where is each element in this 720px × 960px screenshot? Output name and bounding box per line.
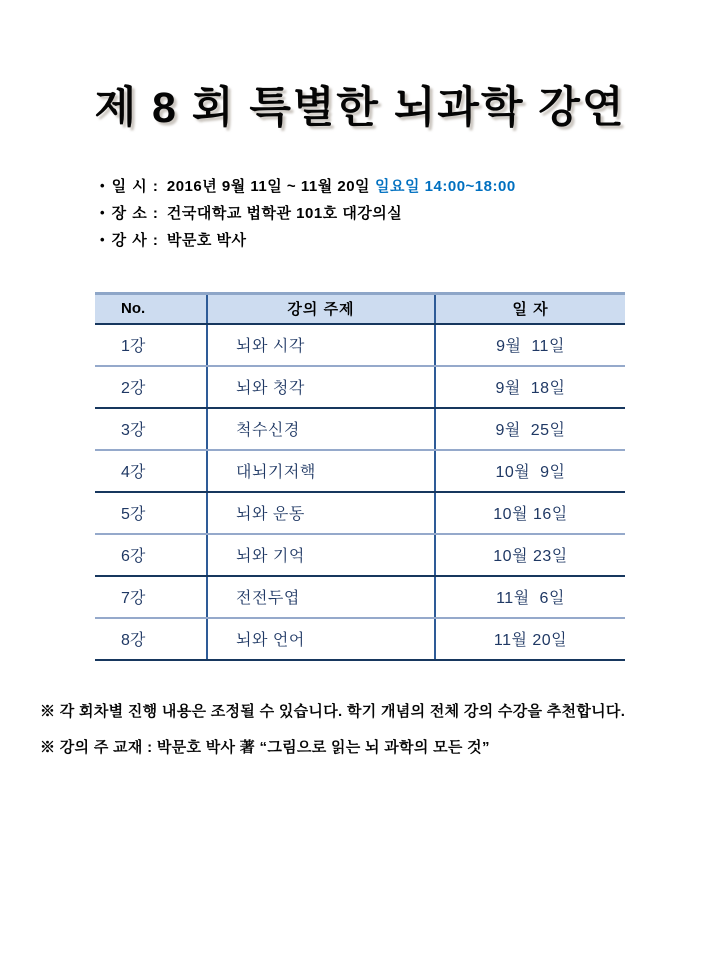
bullet-icon: •: [100, 205, 105, 220]
column-header-no: No.: [95, 294, 207, 324]
notes: [40, 702, 690, 774]
cell-date: 10월 16일: [435, 492, 625, 534]
cell-topic: 척수신경: [207, 408, 435, 450]
cell-date: 11월 6일: [435, 576, 625, 618]
table-row: [95, 492, 625, 534]
cell-topic: 대뇌기저핵: [207, 450, 435, 492]
table-row: [95, 450, 625, 492]
schedule-table: [95, 292, 625, 661]
cell-no: 5강: [95, 492, 207, 534]
cell-no: 2강: [95, 366, 207, 408]
table-row: [95, 324, 625, 366]
table-row: [95, 366, 625, 408]
cell-no: 6강: [95, 534, 207, 576]
info-item-datetime: [100, 173, 516, 200]
schedule-table-body: [95, 324, 625, 660]
cell-date: 10월 23일: [435, 534, 625, 576]
cell-no: 1강: [95, 324, 207, 366]
bullet-icon: •: [100, 232, 105, 247]
column-header-date: 일 자: [435, 294, 625, 324]
page-title: 제 8 회 특별한 뇌과학 강연: [94, 84, 626, 132]
table-row: [95, 408, 625, 450]
note-textbook: ※ 강의 주 교재 : 박문호 박사 著 “그림으로 읽는 뇌 과학의 모든 것”: [40, 739, 490, 756]
cell-no: 8강: [95, 618, 207, 660]
cell-topic: 뇌와 운동: [207, 492, 435, 534]
schedule-table-header: [95, 294, 625, 324]
cell-topic: 뇌와 청각: [207, 366, 435, 408]
cell-topic: 뇌와 기억: [207, 534, 435, 576]
cell-no: 4강: [95, 450, 207, 492]
bullet-icon: •: [100, 178, 105, 193]
info-text: 박문호 박사: [166, 232, 247, 249]
info-list: [100, 173, 516, 254]
cell-date: 11월 20일: [435, 618, 625, 660]
info-label: 강 사 :: [111, 232, 159, 249]
cell-topic: 뇌와 언어: [207, 618, 435, 660]
cell-topic: 뇌와 시각: [207, 324, 435, 366]
cell-date: 9월 25일: [435, 408, 625, 450]
note-adjustment: ※ 각 회차별 진행 내용은 조정될 수 있습니다. 학기 개념의 전체 강의 수강을 추천합니다.: [40, 703, 626, 720]
cell-topic: 전전두엽: [207, 576, 435, 618]
info-highlight: 일요일 14:00~18:00: [375, 178, 516, 195]
info-item-venue: [100, 200, 516, 227]
header-row: [95, 294, 625, 324]
cell-date: 9월 11일: [435, 324, 625, 366]
table-row: [95, 576, 625, 618]
cell-no: 3강: [95, 408, 207, 450]
info-item-lecturer: [100, 227, 516, 254]
table-row: [95, 534, 625, 576]
cell-no: 7강: [95, 576, 207, 618]
info-label: 장 소 :: [111, 205, 159, 222]
info-text: 건국대학교 법학관 101호 대강의실: [166, 205, 403, 222]
info-text: 2016년 9월 11일 ~ 11월 20일: [166, 178, 371, 195]
cell-date: 9월 18일: [435, 366, 625, 408]
info-label: 일 시 :: [111, 178, 159, 195]
column-header-topic: 강의 주제: [207, 294, 435, 324]
table-row: [95, 618, 625, 660]
cell-date: 10월 9일: [435, 450, 625, 492]
